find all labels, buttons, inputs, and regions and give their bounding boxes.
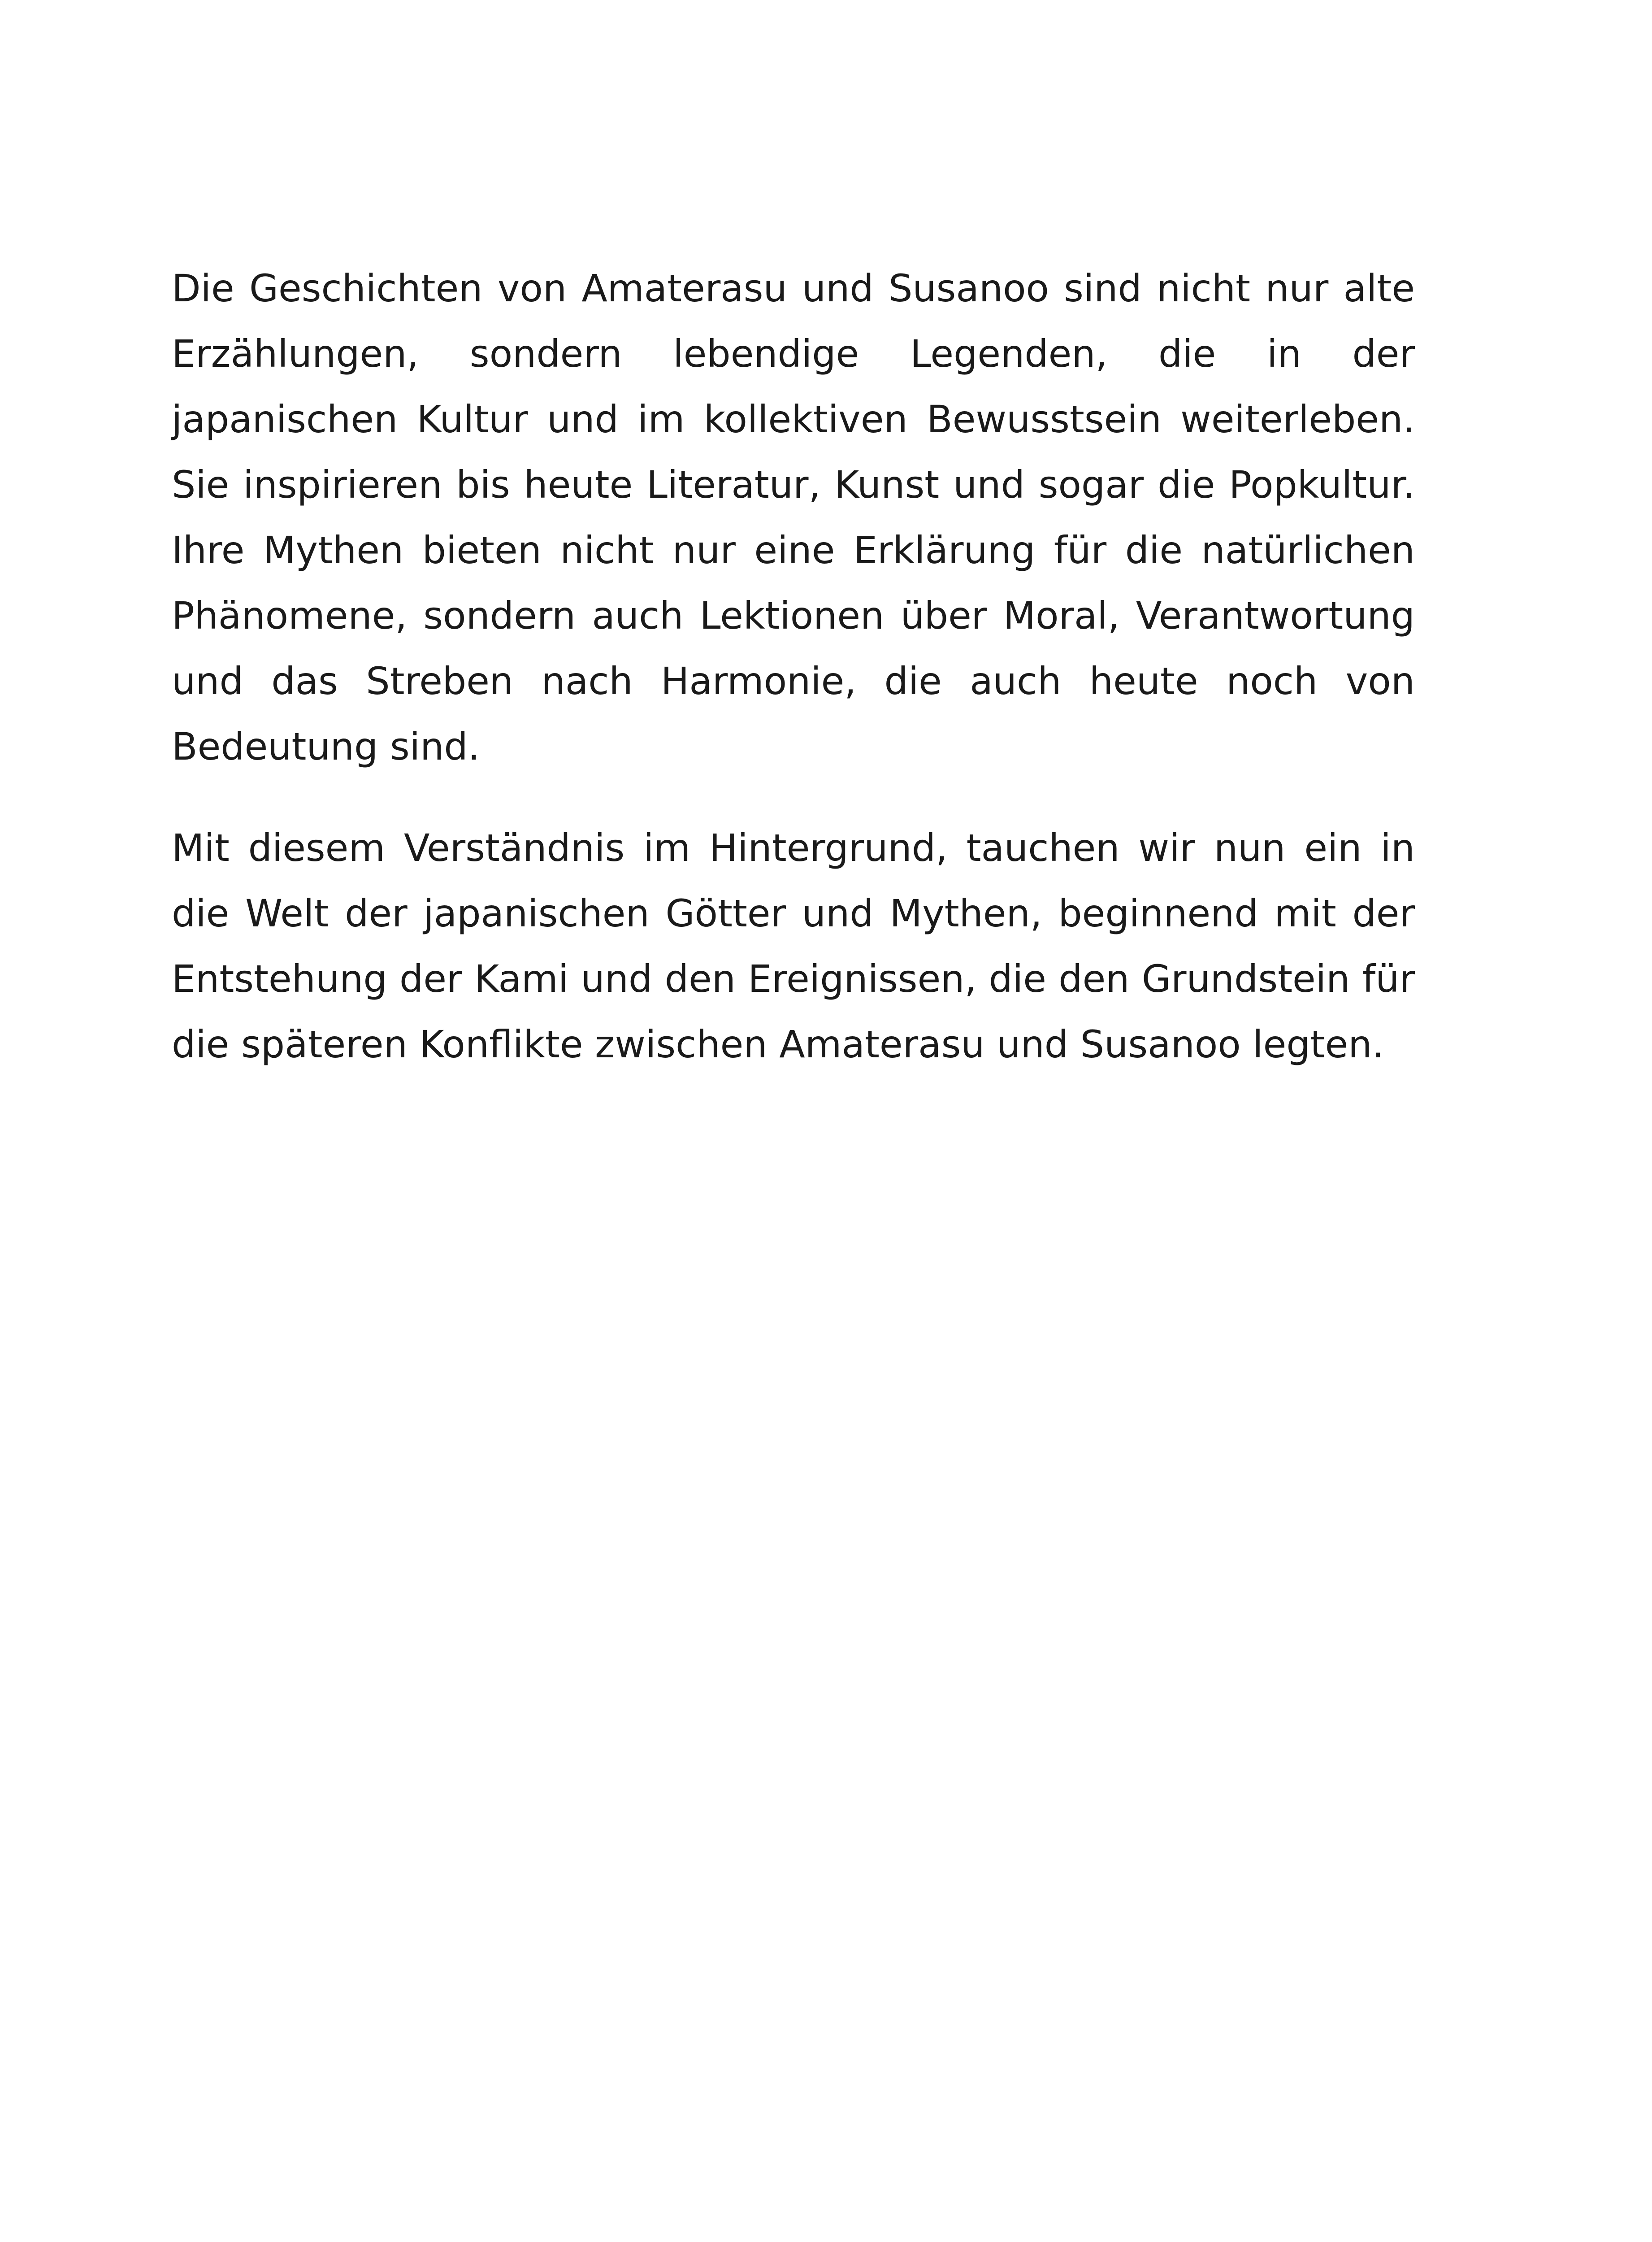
body-text (172, 256, 1415, 1077)
paragraph-2: Mit diesem Verständnis im Hintergrund, tauchen wir nun ein in die Welt der japanischen Götter und Mythen, beginnend mit der Entstehung der Kami und den Ereignissen, die den Grundstein für die späteren Konflikte zwischen Amaterasu und Susanoo legten. (172, 826, 1415, 1066)
paragraph-1: Die Geschichten von Amaterasu und Susanoo sind nicht nur alte Erzählungen, sondern lebendige Legenden, die in der japanischen Kultur und im kollektiven Bewusstsein weiterleben. Sie inspirieren bis heute Literatur, Kunst und sogar die Popkultur. Ihre Mythen bieten nicht nur eine Erklärung für die natürlichen Phänomene, sondern auch Lektionen über Moral, Verantwortung und das Streben nach Harmonie, die auch heute noch von Bedeutung sind. (172, 266, 1415, 769)
